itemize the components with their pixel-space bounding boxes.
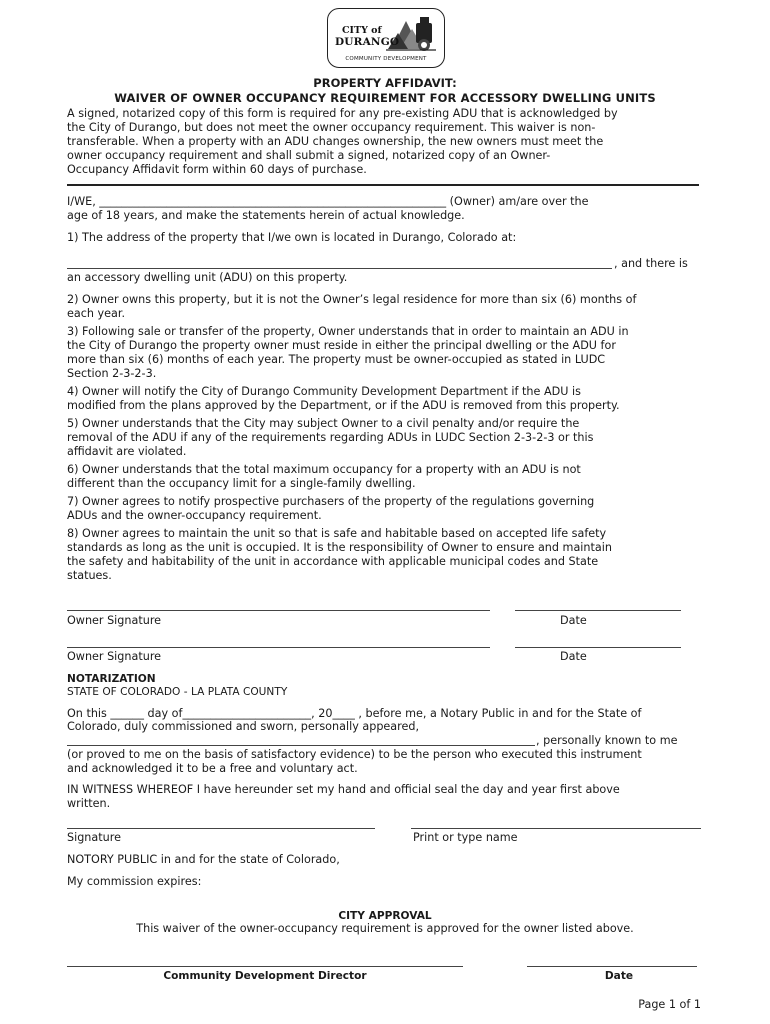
owner-signature-field[interactable] (67, 647, 490, 648)
director-signature-field[interactable] (67, 966, 463, 967)
item-6-text: 6) Owner understands that the total maximum occupancy for a property with an ADU is not (67, 463, 581, 476)
notary-public-text: NOTORY PUBLIC in and for the state of Colorado, (67, 853, 340, 866)
notary-signature-label: Signature (67, 831, 121, 844)
owner-statement: age of 18 years, and make the statements herein of actual knowledge. (67, 209, 465, 222)
notary-print-name-field[interactable] (411, 828, 701, 829)
item-3-text: more than six (6) months of each year. The property must be owner-occupied as stated in LUDC (67, 353, 606, 366)
director-label: Community Development Director (163, 970, 367, 982)
witness-text: IN WITNESS WHEREOF I have hereunder set my hand and official seal the day and year first above (67, 783, 620, 796)
witness-text: written. (67, 797, 111, 810)
page-subtitle: WAIVER OF OWNER OCCUPANCY REQUIREMENT FOR ACCESSORY DWELLING UNITS (114, 91, 656, 105)
item-4-text: modified from the plans approved by the Department, or if the ADU is removed from this property. (67, 399, 620, 412)
city-of-durango-logo (327, 8, 445, 68)
owner-signature-label: Owner Signature (67, 614, 162, 627)
owner-date-field[interactable] (515, 647, 681, 648)
approval-date-field[interactable] (527, 966, 697, 967)
intro-line: Occupancy Affidavit form within 60 days of purchase. (67, 163, 367, 176)
notary-signature-field[interactable] (67, 828, 375, 829)
item-5-text: affidavit are violated. (67, 445, 187, 458)
owner-date-label: Date (560, 650, 587, 663)
item-4-text: 4) Owner will notify the City of Durango Community Development Department if the ADU is (67, 385, 581, 398)
notarization-text: (or proved to me on the basis of satisfactory evidence) to be the person who executed this instrument (67, 748, 642, 761)
item-5-text: removal of the ADU if any of the requirements regarding ADUs in LUDC Section 2-3-2-3 or this (67, 431, 594, 444)
notarization-text: On this ______ day of_______________________, 20____ , before me, a Notary Public in and for the State of (67, 707, 642, 720)
logo-durango-text: DURANGO (335, 36, 400, 48)
city-approval-text: This waiver of the owner-occupancy requirement is approved for the owner listed above. (136, 922, 634, 935)
notarization-text: , personally known to me (536, 734, 678, 747)
item-8-text: statues. (67, 569, 112, 582)
item-3-text: Section 2-3-2-3. (67, 367, 157, 380)
owner-date-label: Date (560, 614, 587, 627)
page-number: Page 1 of 1 (638, 998, 701, 1011)
appeared-name-field[interactable] (67, 745, 535, 746)
address-field[interactable] (67, 268, 612, 269)
item-5-text: 5) Owner understands that the City may subject Owner to a civil penalty and/or require the (67, 417, 580, 430)
item-3-text: the City of Durango the property owner must reside in either the principal dwelling or the ADU for (67, 339, 616, 352)
item-3-text: 3) Following sale or transfer of the property, Owner understands that in order to maintain an ADU in (67, 325, 629, 338)
intro-line: owner occupancy requirement and shall submit a signed, notarized copy of an Owner- (67, 149, 551, 162)
notarization-text: and acknowledged it to be a free and voluntary act. (67, 762, 358, 775)
approval-date-label: Date (604, 970, 634, 982)
item-1-text: an accessory dwelling unit (ADU) on this property. (67, 271, 348, 284)
intro-line: A signed, notarized copy of this form is required for any pre-existing ADU that is acknowledged by (67, 107, 618, 120)
owner-signature-field[interactable] (67, 610, 490, 611)
item-1-suffix: , and there is (614, 257, 688, 270)
item-7-text: ADUs and the owner-occupancy requirement. (67, 509, 322, 522)
intro-line: transferable. When a property with an ADU changes ownership, the new owners must meet the (67, 135, 604, 148)
owner-name-line[interactable]: I/WE, ______________________________________________________________ (Owner) am/are over the (67, 195, 589, 208)
item-6-text: different than the occupancy limit for a single-family dwelling. (67, 477, 416, 490)
commission-expires-text: My commission expires: (67, 875, 202, 888)
notary-print-name-label: Print or type name (413, 831, 518, 844)
intro-line: the City of Durango, but does not meet the owner occupancy requirement. This waiver is non- (67, 121, 596, 134)
owner-date-field[interactable] (515, 610, 681, 611)
item-2-text: each year. (67, 307, 126, 320)
item-8-text: 8) Owner agrees to maintain the unit so that is safe and habitable based on accepted life safety (67, 527, 607, 540)
item-8-text: standards as long as the unit is occupied. It is the responsibility of Owner to ensure and maintain (67, 541, 612, 554)
logo-city-text: CITY of (342, 25, 382, 36)
section-divider (67, 184, 699, 186)
owner-signature-label: Owner Signature (67, 650, 162, 663)
notarization-state: STATE OF COLORADO - LA PLATA COUNTY (67, 686, 288, 698)
item-1-text: 1) The address of the property that I/we own is located in Durango, Colorado at: (67, 231, 517, 244)
item-8-text: the safety and habitability of the unit in accordance with applicable municipal codes and State (67, 555, 599, 568)
notarization-text: Colorado, duly commissioned and sworn, personally appeared, (67, 720, 420, 733)
city-approval-heading: CITY APPROVAL (338, 910, 432, 922)
item-2-text: 2) Owner owns this property, but it is not the Owner’s legal residence for more than six (6) months of (67, 293, 637, 306)
logo-subtitle: COMMUNITY DEVELOPMENT (345, 56, 427, 62)
page-title: PROPERTY AFFIDAVIT: (313, 76, 457, 90)
item-7-text: 7) Owner agrees to notify prospective purchasers of the property of the regulations governing (67, 495, 595, 508)
notarization-heading: NOTARIZATION (67, 673, 156, 685)
